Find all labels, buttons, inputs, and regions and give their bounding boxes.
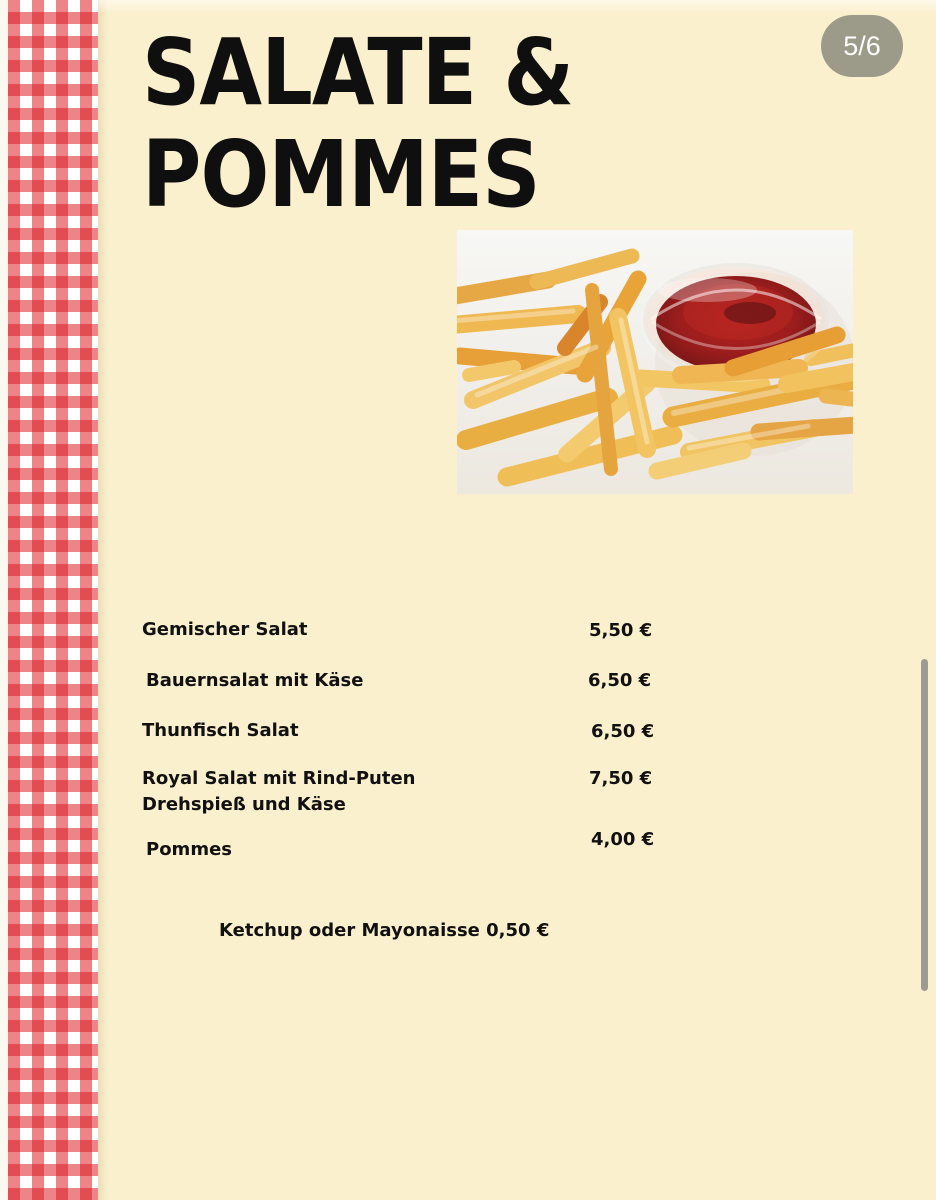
- border-shadow: [98, 0, 108, 1200]
- page-title-line-1: SALATE &: [142, 19, 574, 126]
- menu-item-name: Thunfisch Salat: [142, 720, 299, 741]
- page-counter-badge: 5/6: [821, 15, 903, 77]
- fries-with-ketchup-image: [457, 230, 853, 494]
- menu-item-name: Gemischer Salat: [142, 619, 308, 640]
- menu-item-price: 5,50 €: [589, 620, 653, 641]
- menu-item-price: 7,50 €: [589, 768, 653, 789]
- page-edge: [0, 0, 8, 1200]
- menu-item-price: 6,50 €: [588, 670, 652, 691]
- fries-illustration: [457, 230, 853, 494]
- vertical-scrollbar[interactable]: [921, 659, 928, 991]
- page-title: [142, 19, 635, 228]
- menu-item-price: 6,50 €: [591, 721, 655, 742]
- menu-item-name: Bauernsalat mit Käse: [146, 670, 364, 691]
- menu-item-name: Pommes: [146, 839, 232, 860]
- menu-item-name: Royal Salat mit Rind-Puten Drehspieß und Käse: [142, 768, 416, 815]
- page-title-line-2: POMMES: [142, 121, 540, 228]
- top-fade: [98, 0, 936, 14]
- menu-item-price: 4,00 €: [591, 829, 655, 850]
- gingham-border: [8, 0, 98, 1200]
- extra-note: Ketchup oder Mayonaisse 0,50 €: [219, 920, 550, 941]
